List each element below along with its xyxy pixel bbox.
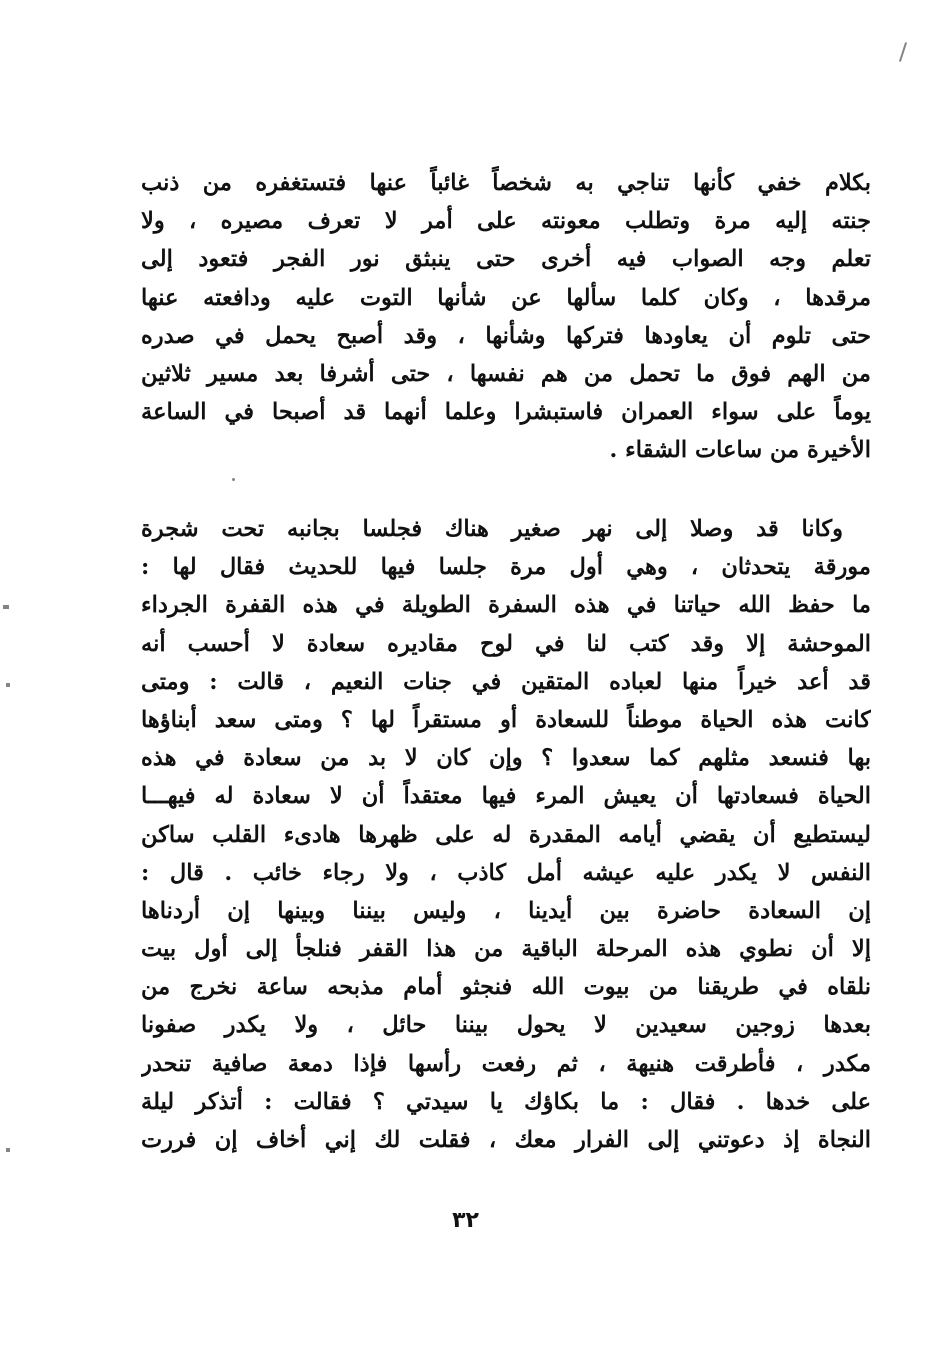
text-line: مورقة يتحدثان ، وهي أول مرة جلسا فيها للحديث فقال لها : <box>141 554 871 581</box>
scan-speck <box>6 1148 10 1152</box>
scan-speck <box>899 42 907 62</box>
scan-speck <box>232 478 235 481</box>
text-line: النفس لا يكدر عليه عيشه أمل كاذب ، ولا رجاء خائب . قال : <box>141 859 871 886</box>
text-line: حتى تلوم أن يعاودها فتركها وشأنها ، وقد أصبح يحمل في صدره <box>141 322 871 349</box>
text-line: بكلام خفي كأنها تناجي به شخصاً غائباً عنها فتستغفره من ذنب <box>141 170 871 196</box>
text-line: نلقاه في طريقنا من بيوت الله فنجثو أمام مذبحه ساعة نخرج من <box>141 974 871 1001</box>
text-line: قد أعد خيراً منها لعباده المتقين في جنات النعيم ، قالت : ومتى <box>141 668 871 695</box>
scan-speck <box>6 683 10 687</box>
text-line: بها فنسعد مثلهم كما سعدوا ؟ وإن كان لا بد من سعادة في هذه <box>141 745 871 772</box>
text-line: الموحشة إلا وقد كتب لنا في لوح مقاديره سعادة لا أحسب أنه <box>141 630 871 657</box>
text-line: مرقدها ، وكان كلما سألها عن شأنها التوت عليه ودافعته عنها <box>141 284 871 311</box>
text-line: من الهم فوق ما تحمل من هم نفسها ، حتى أشرفا بعد مسير ثلاثين <box>141 360 871 387</box>
paragraph-1 <box>141 164 871 470</box>
paragraph-2 <box>141 510 871 1159</box>
text-line: وكانا قد وصلا إلى نهر صغير هناك فجلسا بجانبه تحت شجرة <box>141 516 843 542</box>
text-line: على خدها . فقال : ما بكاؤك يا سيدتي ؟ فقالت : أتذكر ليلة <box>141 1088 871 1115</box>
text-line: الحياة فسعادتها أن يعيش المرء فيها معتقداً أن لا سعادة له فيهـــا <box>141 783 871 810</box>
page-number: ٣٢ <box>452 1208 479 1233</box>
text-line: يوماً على سواء العمران فاستبشرا وعلما أنهما قد أصبحا في الساعة <box>141 399 871 426</box>
text-line: النجاة إذ دعوتني إلى الفرار معك ، فقلت لك إني أخاف إن فررت <box>141 1127 871 1153</box>
text-line: الأخيرة من ساعات الشقاء . <box>609 437 871 464</box>
text-line: كانت هذه الحياة موطناً للسعادة أو مستقراً لها ؟ ومتى سعد أبناؤها <box>141 706 871 733</box>
text-line: ليستطيع أن يقضي أيامه المقدرة له على ظهرها هادىء القلب ساكن <box>141 821 871 848</box>
text-line: إن السعادة حاضرة بين أيدينا ، وليس بيننا وبينها إن أردناها <box>141 897 871 924</box>
text-line: مكدر ، فأطرقت هنيهة ، ثم رفعت رأسها فإذا دمعة صافية تنحدر <box>141 1050 871 1077</box>
text-line: ما حفظ الله حياتنا في هذه السفرة الطويلة في هذه القفرة الجرداء <box>141 592 871 619</box>
scan-speck <box>3 605 9 609</box>
text-line: بعدها زوجين سعيدين لا يحول بيننا حائل ، ولا يكدر صفونا <box>141 1012 871 1039</box>
text-line: إلا أن نطوي هذه المرحلة الباقية من هذا القفر فنلجأ إلى أول بيت <box>141 936 871 963</box>
text-line: تعلم وجه الصواب فيه أخرى حتى ينبثق نور الفجر فتعود إلى <box>141 246 871 273</box>
text-line: جنته إليه مرة وتطلب معونته على أمر لا تعرف مصيره ، ولا <box>141 208 871 235</box>
